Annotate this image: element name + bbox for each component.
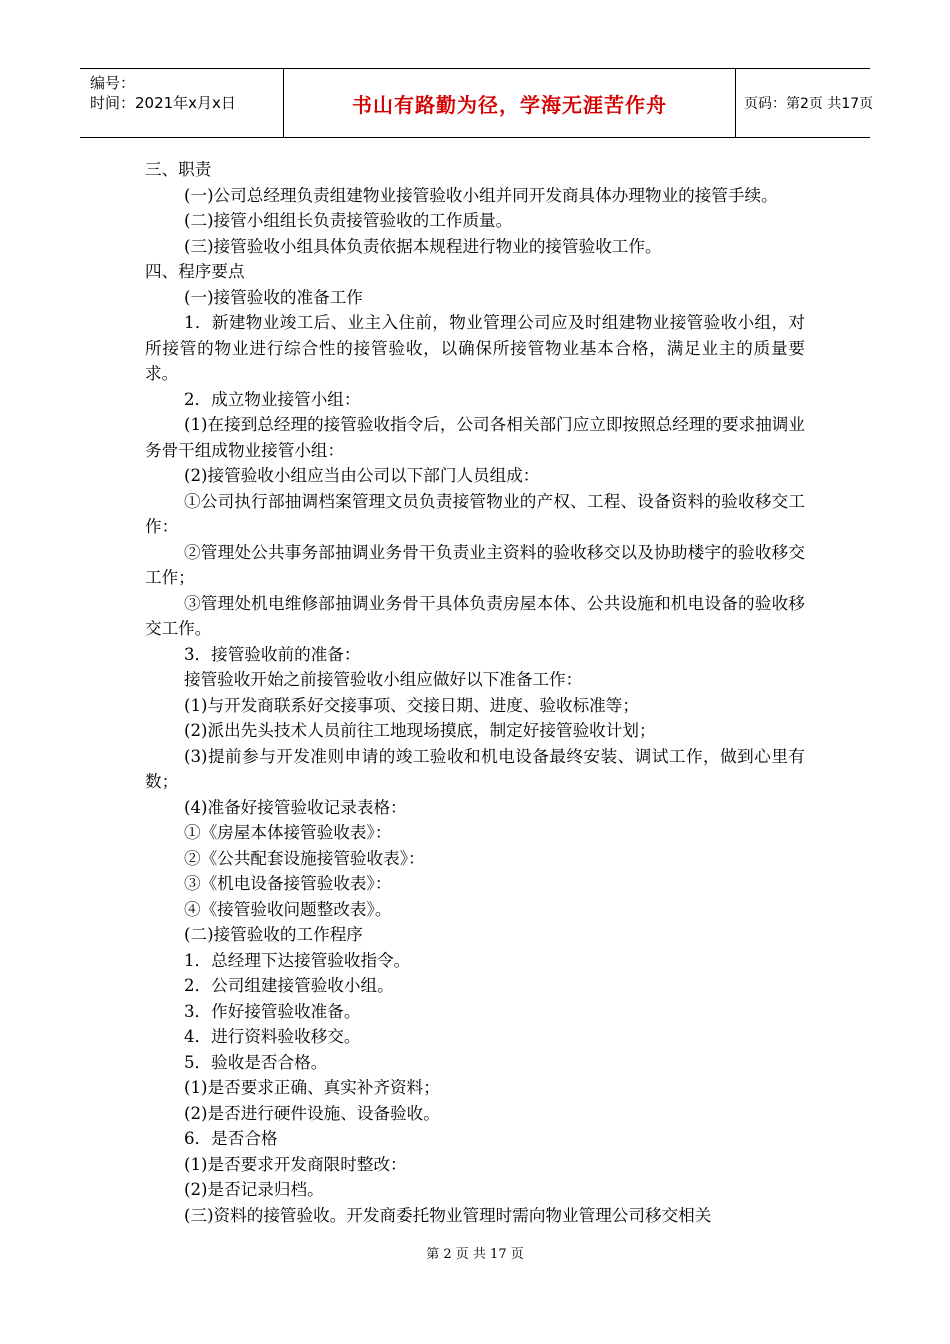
page-info: 页码：第2页 共17页: [744, 96, 874, 112]
header-motto-cell: [284, 69, 736, 137]
paragraph: (1)是否要求正确、真实补齐资料；: [184, 1078, 440, 1097]
paragraph: (2)接管验收小组应当由公司以下部门人员组成：: [184, 466, 540, 485]
paragraph: (1)在接到总经理的接管验收指令后，公司各相关部门应立即按照总经理的要求抽调业务骨干组成物业接管小组：: [145, 415, 805, 460]
paragraph: (2)是否进行硬件设施、设备验收。: [184, 1103, 440, 1123]
document-body: [145, 157, 805, 1228]
paragraph: ①《房屋本体接管验收表》：: [184, 823, 392, 842]
paragraph: 四、程序要点: [145, 262, 245, 281]
paragraph: ②《公共配套设施接管验收表》：: [184, 848, 425, 868]
paragraph: ①公司执行部抽调档案管理文员负责接管物业的产权、工程、设备资料的验收移交工作：: [145, 491, 805, 536]
header-page-cell: [736, 69, 874, 137]
paragraph: ③管理处机电维修部抽调业务骨干具体负责房屋本体、公共设施和机电设备的验收移交工作。: [145, 593, 805, 638]
paragraph: (1)与开发商联系好交接事项、交接日期、进度、验收标准等；: [184, 695, 639, 715]
paragraph: 接管验收开始之前接管验收小组应做好以下准备工作：: [184, 670, 583, 689]
paragraph: ③《机电设备接管验收表》：: [184, 874, 392, 893]
paragraph: (三)资料的接管验收。开发商委托物业管理时需向物业管理公司移交相关: [184, 1205, 712, 1225]
paragraph: (一)公司总经理负责组建物业接管验收小组并同开发商具体办理物业的接管手续。: [184, 185, 778, 205]
paragraph: ④《接管验收问题整改表》。: [184, 899, 392, 919]
page-footer: 第 2 页 共 17 页: [426, 1247, 524, 1262]
document-header: [80, 68, 874, 138]
motto-text: 书山有路勤为径，学海无涯苦作舟: [352, 92, 667, 117]
paragraph: (二)接管小组组长负责接管验收的工作质量。: [184, 211, 513, 230]
paragraph: (2)派出先头技术人员前往工地现场摸底，制定好接管验收计划；: [184, 721, 656, 740]
paragraph: (3)提前参与开发准则申请的竣工验收和机电设备最终安装、调试工作，做到心里有数；: [145, 746, 805, 791]
paragraph: 4．进行资料验收移交。: [184, 1027, 361, 1046]
paragraph: (二)接管验收的工作程序: [184, 925, 363, 944]
header-meta-cell: [80, 69, 284, 137]
paragraph: 3．接管验收前的准备：: [184, 644, 361, 664]
paragraph: 三、职责: [145, 160, 212, 179]
paragraph: 2．成立物业接管小组：: [184, 389, 361, 409]
paragraph: (三)接管验收小组具体负责依据本规程进行物业的接管验收工作。: [184, 236, 662, 256]
paragraph: (4)准备好接管验收记录表格：: [184, 797, 407, 817]
paragraph: (1)是否要求开发商限时整改：: [184, 1154, 407, 1174]
paragraph: 2．公司组建接管验收小组。: [184, 976, 394, 995]
paragraph: (2)是否记录归档。: [184, 1180, 324, 1199]
paragraph: 1．新建物业竣工后、业主入住前，物业管理公司应及时组建物业接管验收小组，对所接管的物业进行综合性的接管验收，以确保所接管物业基本合格，满足业主的质量要求。: [145, 313, 805, 383]
paragraph: 5．验收是否合格。: [184, 1052, 328, 1072]
paragraph: 3．作好接管验收准备。: [184, 1001, 361, 1021]
paragraph: 1．总经理下达接管验收指令。: [184, 950, 411, 970]
serial-label: 编号：: [90, 74, 136, 92]
date-label: 时间：2021年x月x日: [90, 94, 236, 112]
paragraph: 6．是否合格: [184, 1129, 278, 1148]
paragraph: ②管理处公共事务部抽调业务骨干负责业主资料的验收移交以及协助楼宇的验收移交工作；: [145, 542, 805, 587]
paragraph: (一)接管验收的准备工作: [184, 287, 363, 307]
